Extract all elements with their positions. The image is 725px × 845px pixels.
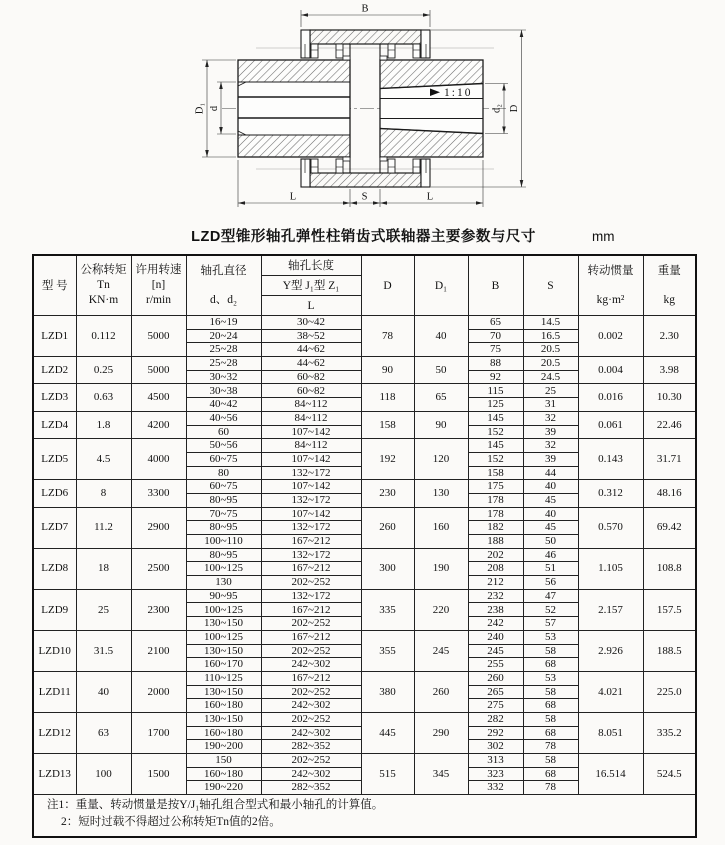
cell-inertia: 0.312 — [578, 480, 643, 507]
cell-bore-diameter: 30~38 — [186, 384, 261, 398]
cell-speed: 4000 — [131, 439, 186, 480]
cell-bore-diameter: 40~42 — [186, 398, 261, 412]
cell-bore-diameter: 20~24 — [186, 329, 261, 343]
cell-weight: 2.30 — [643, 316, 696, 357]
cell-B: 158 — [468, 466, 523, 480]
cell-bore-length: 202~252 — [261, 617, 361, 631]
cell-bore-diameter: 16~19 — [186, 316, 261, 330]
right-hub — [380, 56, 483, 161]
cell-bore-length: 132~172 — [261, 548, 361, 562]
cell-bore-length: 242~302 — [261, 726, 361, 740]
cell-bore-length: 167~212 — [261, 671, 361, 685]
note-2: 2：短时过载不得超过公称转矩Tn值的2倍。 — [61, 816, 281, 829]
svg-text:D₁: D₁ — [194, 102, 206, 115]
cell-speed: 2900 — [131, 507, 186, 548]
table-row — [33, 754, 696, 768]
cell-bore-diameter: 100~110 — [186, 535, 261, 549]
cell-inertia: 0.016 — [578, 384, 643, 411]
cell-B: 152 — [468, 425, 523, 439]
cell-S: 68 — [523, 726, 578, 740]
cell-bore-diameter: 130~150 — [186, 617, 261, 631]
cell-S: 40 — [523, 507, 578, 521]
table-row — [33, 439, 696, 453]
svg-text:d: d — [209, 105, 220, 112]
dim-d — [209, 82, 236, 134]
header-bore-diameter: 轴孔直径 d、d₂ — [186, 255, 261, 316]
cell-bore-diameter: 160~180 — [186, 726, 261, 740]
cell-bore-diameter: 80 — [186, 466, 261, 480]
cell-S: 44 — [523, 466, 578, 480]
cell-bore-length: 132~172 — [261, 589, 361, 603]
cell-torque: 4.5 — [76, 439, 131, 480]
notes-row — [33, 795, 696, 838]
table-row — [33, 507, 696, 521]
header-model: 型 号 — [33, 255, 76, 316]
cell-torque: 1.8 — [76, 411, 131, 438]
note-1: 注1：重量、转动惯量是按Y/J₁轴孔组合型式和最小轴孔的计算值。 — [47, 799, 384, 812]
header-bore-length: 轴孔长度 — [261, 255, 361, 276]
cell-B: 92 — [468, 370, 523, 384]
cell-speed: 5000 — [131, 357, 186, 384]
cell-weight: 22.46 — [643, 411, 696, 438]
svg-text:L: L — [289, 191, 297, 203]
cell-torque: 40 — [76, 671, 131, 712]
cell-weight: 3.98 — [643, 357, 696, 384]
cell-B: 275 — [468, 699, 523, 713]
cell-B: 265 — [468, 685, 523, 699]
cell-inertia: 16.514 — [578, 754, 643, 795]
cell-weight: 48.16 — [643, 480, 696, 507]
cell-bore-length: 132~172 — [261, 521, 361, 535]
cell-S: 53 — [523, 671, 578, 685]
cell-D1: 245 — [414, 630, 468, 671]
cell-bore-diameter: 130~150 — [186, 712, 261, 726]
table-row — [33, 384, 696, 398]
cell-bore-diameter: 160~180 — [186, 699, 261, 713]
cell-B: 125 — [468, 398, 523, 412]
cell-inertia: 2.926 — [578, 630, 643, 671]
table-row — [33, 630, 696, 644]
cell-B: 202 — [468, 548, 523, 562]
cell-B: 145 — [468, 439, 523, 453]
cell-speed: 1500 — [131, 754, 186, 795]
header-inertia: 转动惯量 kg·m² — [578, 255, 643, 316]
cell-bore-diameter: 110~125 — [186, 671, 261, 685]
cell-torque: 0.63 — [76, 384, 131, 411]
cell-bore-diameter: 130~150 — [186, 685, 261, 699]
cell-D: 300 — [361, 548, 414, 589]
cell-B: 115 — [468, 384, 523, 398]
cell-bore-diameter: 60~75 — [186, 452, 261, 466]
cell-bore-length: 107~142 — [261, 425, 361, 439]
table-row — [33, 316, 696, 330]
cell-bore-diameter: 190~220 — [186, 781, 261, 795]
cell-torque: 8 — [76, 480, 131, 507]
cell-bore-diameter: 130 — [186, 576, 261, 590]
cell-weight: 108.8 — [643, 548, 696, 589]
cell-bore-length: 84~112 — [261, 411, 361, 425]
cell-S: 56 — [523, 576, 578, 590]
cell-B: 212 — [468, 576, 523, 590]
cell-bore-length: 167~212 — [261, 562, 361, 576]
table-row — [33, 589, 696, 603]
cell-model: LZD3 — [33, 384, 76, 411]
cell-B: 238 — [468, 603, 523, 617]
cell-B: 282 — [468, 712, 523, 726]
unit-label: mm — [592, 229, 615, 244]
cell-model: LZD12 — [33, 712, 76, 753]
parameters-table — [32, 254, 697, 838]
cell-model: LZD9 — [33, 589, 76, 630]
cell-D1: 220 — [414, 589, 468, 630]
cell-B: 332 — [468, 781, 523, 795]
cell-S: 40 — [523, 480, 578, 494]
cell-bore-length: 84~112 — [261, 398, 361, 412]
cell-inertia: 2.157 — [578, 589, 643, 630]
cell-S: 53 — [523, 630, 578, 644]
cell-speed: 2500 — [131, 548, 186, 589]
svg-text:B: B — [361, 3, 369, 15]
cell-bore-diameter: 70~75 — [186, 507, 261, 521]
cell-B: 88 — [468, 357, 523, 371]
cell-bore-diameter: 50~56 — [186, 439, 261, 453]
cell-D: 118 — [361, 384, 414, 411]
cell-torque: 18 — [76, 548, 131, 589]
cell-S: 20.5 — [523, 343, 578, 357]
cell-D: 192 — [361, 439, 414, 480]
cell-inertia: 1.105 — [578, 548, 643, 589]
table-body — [33, 316, 696, 795]
cell-bore-diameter: 80~95 — [186, 521, 261, 535]
cell-bore-length: 60~82 — [261, 370, 361, 384]
table-row — [33, 671, 696, 685]
page-title: LZD型锥形轴孔弹性柱销齿式联轴器主要参数与尺寸 — [191, 229, 536, 245]
cell-weight: 188.5 — [643, 630, 696, 671]
cell-B: 292 — [468, 726, 523, 740]
cell-torque: 25 — [76, 589, 131, 630]
cell-B: 245 — [468, 644, 523, 658]
cell-weight: 10.30 — [643, 384, 696, 411]
cell-D: 515 — [361, 754, 414, 795]
cell-S: 78 — [523, 781, 578, 795]
cell-weight: 524.5 — [643, 754, 696, 795]
cell-S: 45 — [523, 493, 578, 507]
cell-B: 175 — [468, 480, 523, 494]
cell-S: 68 — [523, 767, 578, 781]
cell-S: 58 — [523, 685, 578, 699]
header-B: B — [468, 255, 523, 316]
cell-S: 32 — [523, 439, 578, 453]
cell-weight: 335.2 — [643, 712, 696, 753]
cell-S: 47 — [523, 589, 578, 603]
cell-S: 68 — [523, 699, 578, 713]
cell-S: 46 — [523, 548, 578, 562]
cell-bore-length: 84~112 — [261, 439, 361, 453]
cell-B: 70 — [468, 329, 523, 343]
cell-inertia: 0.143 — [578, 439, 643, 480]
cell-speed: 4500 — [131, 384, 186, 411]
cell-inertia: 0.002 — [578, 316, 643, 357]
cell-model: LZD2 — [33, 357, 76, 384]
cell-D1: 260 — [414, 671, 468, 712]
svg-text:d₂: d₂ — [491, 104, 503, 113]
cell-bore-diameter: 160~170 — [186, 658, 261, 672]
cell-torque: 0.112 — [76, 316, 131, 357]
cell-D1: 345 — [414, 754, 468, 795]
cell-model: LZD1 — [33, 316, 76, 357]
cell-B: 232 — [468, 589, 523, 603]
table-row — [33, 357, 696, 371]
cell-weight: 31.71 — [643, 439, 696, 480]
cell-bore-diameter: 25~28 — [186, 357, 261, 371]
table-row — [33, 411, 696, 425]
cell-bore-diameter: 160~180 — [186, 767, 261, 781]
cell-D: 90 — [361, 357, 414, 384]
title-row — [32, 226, 695, 248]
cell-bore-length: 242~302 — [261, 658, 361, 672]
cell-S: 16.5 — [523, 329, 578, 343]
cell-bore-length: 44~62 — [261, 343, 361, 357]
cell-bore-diameter: 30~32 — [186, 370, 261, 384]
cell-bore-length: 107~142 — [261, 507, 361, 521]
cell-D1: 65 — [414, 384, 468, 411]
coupling-drawing — [0, 0, 725, 220]
svg-text:L: L — [426, 191, 434, 203]
cell-S: 58 — [523, 712, 578, 726]
cell-inertia: 0.570 — [578, 507, 643, 548]
cell-model: LZD5 — [33, 439, 76, 480]
cell-B: 255 — [468, 658, 523, 672]
cell-D1: 40 — [414, 316, 468, 357]
dim-B — [301, 4, 430, 28]
cell-S: 20.5 — [523, 357, 578, 371]
taper-label: 1:10 — [444, 87, 473, 99]
cell-bore-diameter: 100~125 — [186, 603, 261, 617]
cell-model: LZD10 — [33, 630, 76, 671]
cell-B: 178 — [468, 493, 523, 507]
header-torque: 公称转矩 Tn KN·m — [76, 255, 131, 316]
notes-cell — [33, 795, 696, 838]
cell-S: 68 — [523, 658, 578, 672]
cell-model: LZD8 — [33, 548, 76, 589]
cell-model: LZD4 — [33, 411, 76, 438]
cell-bore-diameter: 80~95 — [186, 493, 261, 507]
cell-S: 58 — [523, 754, 578, 768]
header-speed: 许用转速 [n] r/min — [131, 255, 186, 316]
cell-bore-length: 202~252 — [261, 576, 361, 590]
table-row — [33, 480, 696, 494]
cell-S: 78 — [523, 740, 578, 754]
cell-torque: 11.2 — [76, 507, 131, 548]
table-header — [33, 255, 696, 316]
cell-S: 39 — [523, 425, 578, 439]
header-S: S — [523, 255, 578, 316]
cell-B: 208 — [468, 562, 523, 576]
cell-bore-diameter: 60 — [186, 425, 261, 439]
cell-bore-diameter: 90~95 — [186, 589, 261, 603]
cell-torque: 31.5 — [76, 630, 131, 671]
cell-D1: 290 — [414, 712, 468, 753]
cell-bore-length: 167~212 — [261, 630, 361, 644]
cell-bore-length: 202~252 — [261, 712, 361, 726]
cell-B: 75 — [468, 343, 523, 357]
cell-D: 355 — [361, 630, 414, 671]
cell-bore-length: 282~352 — [261, 781, 361, 795]
cell-S: 52 — [523, 603, 578, 617]
cell-torque: 63 — [76, 712, 131, 753]
cell-S: 51 — [523, 562, 578, 576]
cell-bore-length: 202~252 — [261, 685, 361, 699]
cell-bore-diameter: 40~56 — [186, 411, 261, 425]
cell-S: 58 — [523, 644, 578, 658]
cell-bore-diameter: 60~75 — [186, 480, 261, 494]
cell-B: 242 — [468, 617, 523, 631]
cell-speed: 2300 — [131, 589, 186, 630]
svg-text:S: S — [361, 191, 368, 203]
cell-D1: 120 — [414, 439, 468, 480]
cell-B: 188 — [468, 535, 523, 549]
table-row — [33, 548, 696, 562]
cell-B: 313 — [468, 754, 523, 768]
cell-inertia: 0.004 — [578, 357, 643, 384]
cell-bore-length: 38~52 — [261, 329, 361, 343]
cell-speed: 3300 — [131, 480, 186, 507]
header-bore-length-types: Y型 J₁型 Z₁ — [261, 276, 361, 296]
cell-D1: 160 — [414, 507, 468, 548]
cell-bore-diameter: 190~200 — [186, 740, 261, 754]
cell-model: LZD7 — [33, 507, 76, 548]
cell-inertia: 0.061 — [578, 411, 643, 438]
cell-B: 145 — [468, 411, 523, 425]
cell-S: 24.5 — [523, 370, 578, 384]
cell-B: 182 — [468, 521, 523, 535]
cell-D: 335 — [361, 589, 414, 630]
cell-model: LZD13 — [33, 754, 76, 795]
cell-B: 240 — [468, 630, 523, 644]
cell-D1: 50 — [414, 357, 468, 384]
cell-bore-length: 107~142 — [261, 452, 361, 466]
cell-bore-length: 167~212 — [261, 603, 361, 617]
cell-D: 230 — [361, 480, 414, 507]
cell-D: 380 — [361, 671, 414, 712]
header-weight: 重量 kg — [643, 255, 696, 316]
cell-torque: 100 — [76, 754, 131, 795]
cell-B: 323 — [468, 767, 523, 781]
cell-D: 158 — [361, 411, 414, 438]
cell-B: 260 — [468, 671, 523, 685]
cell-speed: 1700 — [131, 712, 186, 753]
cell-bore-length: 202~252 — [261, 754, 361, 768]
cell-torque: 0.25 — [76, 357, 131, 384]
cell-S: 31 — [523, 398, 578, 412]
cell-B: 65 — [468, 316, 523, 330]
cell-D: 260 — [361, 507, 414, 548]
cell-S: 39 — [523, 452, 578, 466]
cell-D1: 190 — [414, 548, 468, 589]
cell-bore-length: 107~142 — [261, 480, 361, 494]
cell-B: 178 — [468, 507, 523, 521]
cell-D: 78 — [361, 316, 414, 357]
cell-inertia: 8.051 — [578, 712, 643, 753]
cell-B: 302 — [468, 740, 523, 754]
cell-weight: 225.0 — [643, 671, 696, 712]
cell-speed: 5000 — [131, 316, 186, 357]
cell-bore-length: 202~252 — [261, 644, 361, 658]
cell-S: 14.5 — [523, 316, 578, 330]
cell-model: LZD11 — [33, 671, 76, 712]
cell-bore-diameter: 25~28 — [186, 343, 261, 357]
cell-inertia: 4.021 — [578, 671, 643, 712]
cell-B: 152 — [468, 452, 523, 466]
svg-text:D: D — [509, 104, 520, 113]
cell-bore-length: 167~212 — [261, 535, 361, 549]
cell-bore-length: 132~172 — [261, 466, 361, 480]
cell-speed: 2100 — [131, 630, 186, 671]
left-hub — [238, 56, 350, 161]
cell-bore-length: 60~82 — [261, 384, 361, 398]
cell-D1: 130 — [414, 480, 468, 507]
cell-bore-length: 44~62 — [261, 357, 361, 371]
cell-bore-length: 30~42 — [261, 316, 361, 330]
cell-speed: 4200 — [131, 411, 186, 438]
cell-bore-diameter: 100~125 — [186, 562, 261, 576]
cell-bore-length: 242~302 — [261, 767, 361, 781]
header-D: D — [361, 255, 414, 316]
cell-bore-length: 132~172 — [261, 493, 361, 507]
cell-model: LZD6 — [33, 480, 76, 507]
cell-S: 57 — [523, 617, 578, 631]
cell-bore-diameter: 100~125 — [186, 630, 261, 644]
cell-weight: 69.42 — [643, 507, 696, 548]
cell-S: 32 — [523, 411, 578, 425]
cell-S: 25 — [523, 384, 578, 398]
cell-speed: 2000 — [131, 671, 186, 712]
cell-bore-diameter: 150 — [186, 754, 261, 768]
cell-D: 445 — [361, 712, 414, 753]
cell-bore-diameter: 80~95 — [186, 548, 261, 562]
cell-bore-length: 242~302 — [261, 699, 361, 713]
cell-weight: 157.5 — [643, 589, 696, 630]
table-row — [33, 712, 696, 726]
header-D1: D₁ — [414, 255, 468, 316]
cell-S: 50 — [523, 535, 578, 549]
cell-S: 45 — [523, 521, 578, 535]
cell-bore-diameter: 130~150 — [186, 644, 261, 658]
header-bore-length-L: L — [261, 296, 361, 316]
cell-bore-length: 282~352 — [261, 740, 361, 754]
cell-D1: 90 — [414, 411, 468, 438]
